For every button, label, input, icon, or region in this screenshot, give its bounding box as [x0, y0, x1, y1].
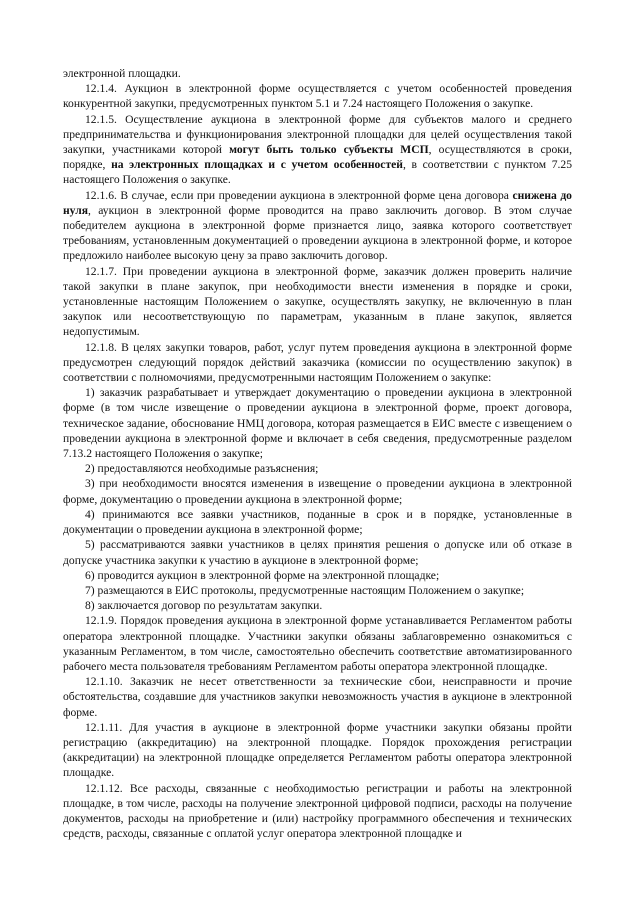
- text-run: 12.1.11. Для участия в аукционе в электронной форме участники закупки обязаны пройти регистрацию (аккредитацию) на электронной площадке. Порядок прохождения регистрации (аккредитации) на электронной площадке определяется Регламентом работы оператора электронной площадке.: [63, 720, 572, 780]
- text-run: 6) проводится аукцион в электронной форме на электронной площадке;: [85, 568, 440, 582]
- text-run: 12.1.8. В целях закупки товаров, работ, услуг путем проведения аукциона в электронной форме предусмотрен следующий порядок действий заказчика (комиссии по осуществлению закупок) в соответствии с полномочиями, предусмотренными настоящим Положением о закупке:: [63, 340, 572, 385]
- text-run: 12.1.10. Заказчик не несет ответственности за технические сбои, неисправности и прочие обстоятельства, создавшие для участников закупки невозможность участия в аукционе в электронной форме.: [63, 675, 572, 719]
- paragraph: [63, 81, 572, 111]
- paragraph: [63, 583, 572, 598]
- paragraph: [63, 537, 572, 567]
- text-run: 4) принимаются все заявки участников, поданные в срок и в порядке, установленные в документации о проведении аукциона в электронной форме;: [63, 507, 572, 537]
- text-run: 12.1.5. Осуществление аукциона в электронной форме для субъектов малого и среднего предпринимательства и функционирования электронной площадки для целей осуществления такой закупки, участниками которой: [63, 112, 572, 157]
- paragraph: [63, 461, 572, 476]
- bold-text: на электронных площадках и с учетом особенностей: [111, 158, 403, 172]
- text-run: 1) заказчик разрабатывает и утверждает документацию о проведении аукциона в электронной форме (в том числе извещение о проведении аукциона в электронной форме, проект договора, техническое задание, обоснование НМЦ договора, которая размещается в ЕИС вместе с извещением о проведении аукциона в электронной форме и включает в себя сведения, предусмотренные разделом 7.13.2 настоящего Положения о закупке;: [63, 386, 572, 461]
- text-run: 12.1.9. Порядок проведения аукциона в электронной форме устанавливается Регламентом работы оператора электронной площадке. Участники закупки обязаны заблаговременно ознакомиться с указанным Регламентом, в том числе, самостоятельно обеспечить соответствие автоматизированного рабочего места пользователя требованиям Регламентом работы оператора электронной площадке.: [63, 614, 572, 673]
- paragraph: [63, 781, 572, 842]
- text-run: 5) рассматриваются заявки участников в целях принятия решения о допуске или об отказе в допуске участника закупки к участию в аукционе в электронной форме;: [63, 538, 572, 567]
- paragraph: [63, 385, 572, 461]
- bold-text: могут быть только субъекты МСП: [229, 143, 429, 157]
- text-run: 12.1.6. В случае, если при проведении аукциона в электронной форме цена договора: [85, 188, 513, 202]
- paragraph: [63, 476, 572, 506]
- paragraph: [63, 613, 572, 674]
- paragraph: [63, 568, 572, 583]
- paragraph: [63, 598, 572, 613]
- text-run: 12.1.7. При проведении аукциона в электронной форме, заказчик должен проверить наличие такой закупки в плане закупок, при необходимости внести изменения в порядке и сроки, установленные настоящим Положением о закупке, осуществлять закупку, не включенную в план закупок или несоответствующую по параметрам, указанным в плане закупок, является недопустимым.: [63, 264, 572, 339]
- text-run: 12.1.12. Все расходы, связанные с необходимостью регистрации и работы на электронной площадке, в том числе, расходы на получение электронной цифровой подписи, расходы на получение документов, расходы на приобретение и (или) настройку программного обеспечения и технических средств, расходы, связанные с оплатой услуг оператора электронной площадке и: [63, 781, 572, 841]
- text-run: 12.1.4. Аукцион в электронной форме осуществляется с учетом особенностей проведения конкурентной закупки, предусмотренных пунктом 5.1 и 7.24 настоящего Положения о закупке.: [63, 82, 572, 111]
- paragraph: [63, 188, 572, 264]
- text-run: электронной площадки.: [63, 67, 181, 80]
- paragraph: [63, 507, 572, 537]
- paragraph: [63, 112, 572, 188]
- text-run: 3) при необходимости вносятся изменения в извещение о проведении аукциона в электронной форме, документацию о проведении аукциона в электронной форме;: [63, 477, 572, 506]
- text-run: , осуществляются в сроки, порядке,: [63, 143, 572, 172]
- text-run: , в соответствии с пунктом 7.25 настоящего Положения о закупке.: [63, 158, 572, 187]
- text-run: 2) предоставляются необходимые разъяснения;: [85, 462, 319, 476]
- paragraph: [63, 264, 572, 340]
- text-run: , аукцион в электронной форме проводится на право заключить договор. В этом случае победителем аукциона в электронной форме признается лицо, заявка которого соответствует требованиям, установленным документацией о проведении аукциона в электронной форме, и которое предложило наиболее высокую цену за право заключить договор.: [63, 203, 572, 263]
- paragraph: [63, 720, 572, 781]
- paragraph: [63, 66, 572, 81]
- paragraph: [63, 674, 572, 720]
- paragraph: [63, 340, 572, 386]
- text-run: 8) заключается договор по результатам закупки.: [85, 599, 323, 613]
- bold-text: снижена до нуля: [63, 188, 572, 217]
- text-run: 7) размещаются в ЕИС протоколы, предусмотренные настоящим Положением о закупке;: [85, 583, 525, 597]
